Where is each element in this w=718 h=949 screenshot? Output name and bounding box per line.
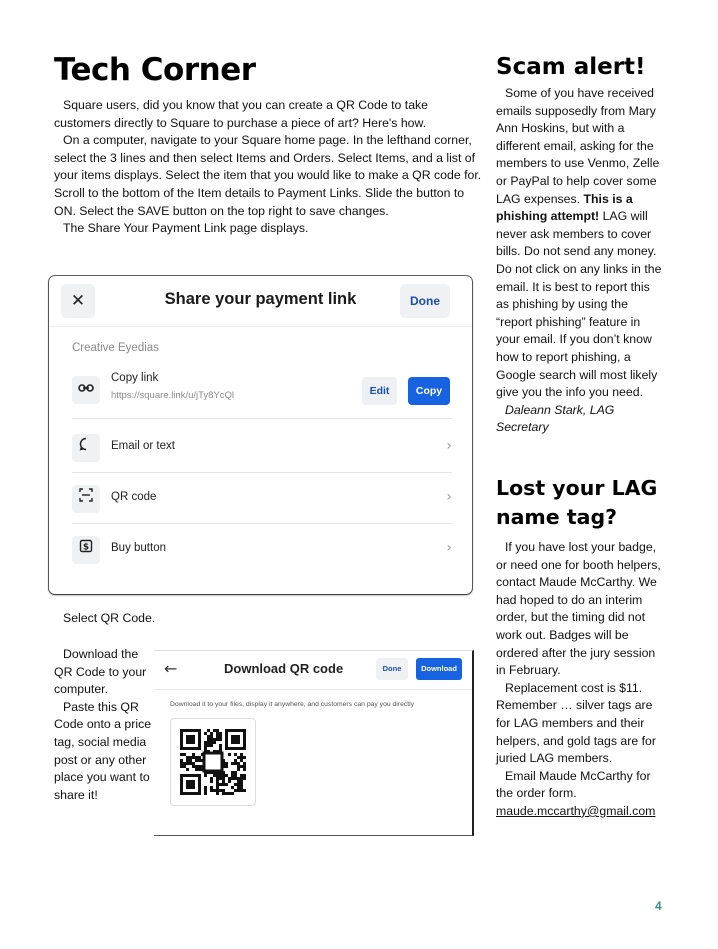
phishing-warning: This is a phishing attempt! xyxy=(496,191,633,224)
chevron-right-icon: › xyxy=(446,540,452,556)
copy-button[interactable]: Copy xyxy=(408,377,450,405)
paragraph xyxy=(496,85,666,402)
name-tag-body xyxy=(496,539,666,821)
email-link[interactable]: maude.mccarthy@gmail.com xyxy=(496,803,656,818)
scam-text: Some of you have received emails supposedly from Mary Ann Hoskins, but with a different email, asking for the members to use Venmo, Zelle or PayPal to help cover some LAG expenses. xyxy=(496,86,660,206)
dollar-icon xyxy=(72,536,100,564)
option-qr-code[interactable] xyxy=(72,475,452,524)
paragraph: Replacement cost is $11. Remember … silver tags are for LAG members and their helpers, and gold tags are for juried LAG members. xyxy=(496,680,656,766)
option-label: Email or text xyxy=(111,440,175,452)
edit-button[interactable]: Edit xyxy=(362,377,397,405)
share-payment-link-screenshot xyxy=(49,276,472,594)
page-title: Tech Corner xyxy=(54,52,256,88)
copy-link-row xyxy=(72,364,452,419)
paragraph: Square users, did you know that you can create a QR Code to take customers directly to Square to purchase a piece of art? Here's how. xyxy=(54,98,429,130)
caption-select-qr: Select QR Code. xyxy=(63,611,156,625)
qr-code-card xyxy=(170,718,256,806)
chat-bubble-icon xyxy=(72,434,100,462)
close-icon[interactable]: ✕ xyxy=(61,284,95,318)
chevron-right-icon: › xyxy=(446,489,452,505)
tech-corner-intro xyxy=(54,97,484,238)
scam-alert-heading: Scam alert! xyxy=(496,54,646,80)
name-tag-heading: Lost your LAG name tag? xyxy=(496,476,658,529)
paragraph: Paste this QR Code onto a price tag, social media post or any other place you want to share it! xyxy=(54,699,152,802)
svg-text:$: $ xyxy=(82,542,90,553)
chevron-right-icon: › xyxy=(446,438,452,454)
paragraph: On a computer, navigate to your Square home page. In the lefthand corner, select the 3 lines and then select Items and Orders. Select Items, and a list of your items displays. Select the item that you would like to make a QR code for. Scroll to the bottom of the Item details to Payment Links. Slide the button to ON. Select the SAVE button on the top right to save changes. xyxy=(54,133,482,218)
page-number: 4 xyxy=(655,899,662,913)
done-button[interactable]: Done xyxy=(400,284,450,318)
download-qr-screenshot xyxy=(154,650,474,836)
option-label: QR code xyxy=(111,491,157,503)
paragraph: Download the QR Code to your computer. xyxy=(54,647,147,697)
scam-alert-body xyxy=(496,85,666,437)
link-url: https://square.link/u/jTy8YcQl xyxy=(111,390,235,401)
qr-code-image xyxy=(180,729,246,795)
signature: Daleann Stark, LAG Secretary xyxy=(496,402,615,435)
option-buy-button[interactable] xyxy=(72,526,452,574)
dialog-description: Download it to your files, display it anywhere, and customers can pay you directly xyxy=(170,701,415,708)
option-label: Buy button xyxy=(111,542,166,554)
dialog-title: Share your payment link xyxy=(164,290,357,308)
option-email-or-text[interactable] xyxy=(72,424,452,473)
paragraph: The Share Your Payment Link page displays. xyxy=(63,221,309,236)
copy-link-label: Copy link xyxy=(111,372,159,384)
done-button[interactable]: Done xyxy=(376,658,408,680)
qr-scan-icon xyxy=(72,485,100,513)
link-icon xyxy=(72,376,100,404)
dialog-header xyxy=(49,276,472,327)
scam-text: LAG will never ask members to cover bills. Do not send any money. Do not click on any links in the email. It is best to report this as phishing by using the “report phishing” feature in your email. If you don’t know how to report phishing, a Google search will most likely give you the info you need. xyxy=(496,209,662,400)
download-instructions xyxy=(54,646,152,804)
merchant-name: Creative Eyedias xyxy=(72,342,159,354)
back-arrow-icon[interactable]: ← xyxy=(164,659,178,678)
dialog-title: Download QR code xyxy=(224,661,344,676)
divider xyxy=(154,689,472,690)
download-button[interactable]: Download xyxy=(416,658,462,680)
paragraph: If you have lost your badge, or need one for booth helpers, contact Maude McCarthy. We had hoped to do an interim order, but the timing did not work out. Badges will be ordered after the jury session in February. xyxy=(496,540,661,678)
paragraph: Email Maude McCarthy for the order form. xyxy=(496,768,651,801)
